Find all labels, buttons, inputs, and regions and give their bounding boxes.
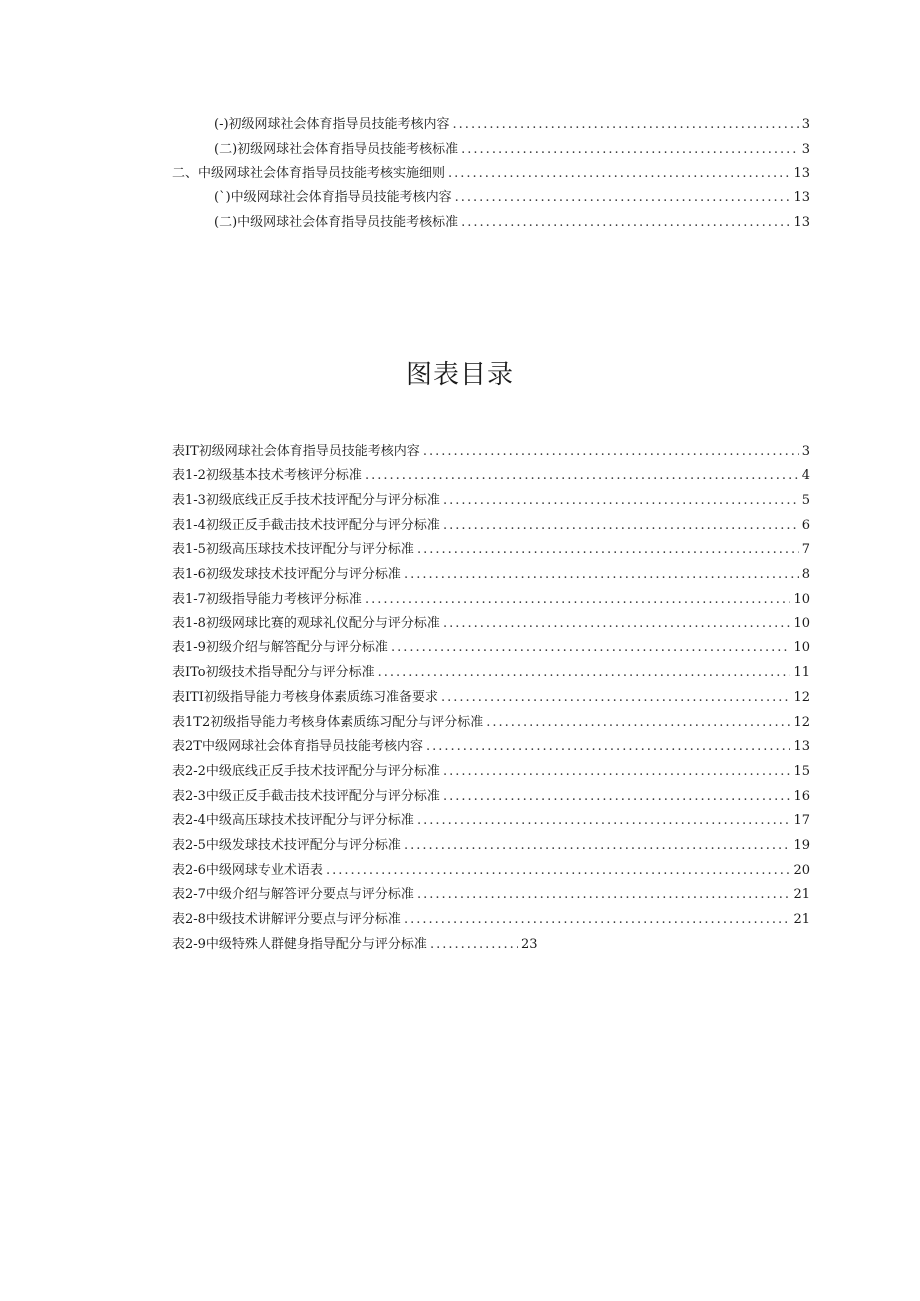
figure-entry[interactable] xyxy=(172,491,810,511)
figure-entry[interactable] xyxy=(172,540,810,560)
figure-entry[interactable] xyxy=(172,762,810,782)
dot-leader xyxy=(443,614,791,634)
dot-leader xyxy=(443,787,791,807)
figure-entry-page: 8 xyxy=(801,567,810,582)
figure-entry-label: 表1-3初级底线正反手技术技评配分与评分标准 xyxy=(172,493,440,508)
dot-leader xyxy=(441,688,791,708)
figure-entry-page: 23 xyxy=(520,937,538,952)
figure-entry-page: 16 xyxy=(793,789,810,804)
figure-entry-page: 21 xyxy=(793,912,810,927)
dot-leader xyxy=(461,213,790,233)
figure-entry-label: 表1-9初级介绍与解答配分与评分标准 xyxy=(172,640,388,655)
figure-entry-page: 10 xyxy=(793,592,810,607)
toc-entry-label: (`)中级网球社会体育指导员技能考核内容 xyxy=(214,190,452,205)
dot-leader xyxy=(326,861,791,881)
figure-entry[interactable] xyxy=(172,910,810,930)
dot-leader xyxy=(404,910,791,930)
figure-entry-page: 15 xyxy=(793,764,810,779)
figure-entry-label: 表2-9中级特殊人群健身指导配分与评分标准 xyxy=(172,937,427,952)
figure-entry[interactable] xyxy=(172,516,810,536)
dot-leader xyxy=(430,935,518,955)
dot-leader xyxy=(455,188,791,208)
figure-entry[interactable] xyxy=(172,811,810,831)
figure-entry-label: 表1-2初级基本技术考核评分标准 xyxy=(172,468,362,483)
figure-entry-page: 10 xyxy=(793,640,810,655)
toc-entry-page: 13 xyxy=(793,190,810,205)
figure-entry[interactable] xyxy=(172,688,810,708)
toc-entry[interactable] xyxy=(214,213,810,233)
dot-leader xyxy=(417,811,791,831)
figure-entry[interactable] xyxy=(172,885,810,905)
figure-entry-page: 12 xyxy=(793,690,810,705)
figure-entry-label: 表2-3中级正反手截击技术技评配分与评分标准 xyxy=(172,789,440,804)
dot-leader xyxy=(404,565,799,585)
figure-entry-label: 表2-8中级技术讲解评分要点与评分标准 xyxy=(172,912,401,927)
figure-entry[interactable] xyxy=(172,590,810,610)
toc-entry-label: (二)初级网球社会体育指导员技能考核标准 xyxy=(214,142,459,157)
dot-leader xyxy=(443,762,791,782)
toc-entry[interactable] xyxy=(214,115,810,135)
figure-entry-label: 表2T中级网球社会体育指导员技能考核内容 xyxy=(172,739,423,754)
dot-leader xyxy=(365,590,791,610)
toc-entry[interactable] xyxy=(214,188,810,208)
dot-leader xyxy=(417,885,791,905)
figure-entry-page: 21 xyxy=(793,887,810,902)
toc-entry-page: 13 xyxy=(793,166,810,181)
toc-entry-page: 3 xyxy=(801,142,810,157)
figure-entry-label: 表IT初级网球社会体育指导员技能考核内容 xyxy=(172,444,420,459)
dot-leader xyxy=(448,164,790,184)
figure-entry-label: 表ITI初级指导能力考核身体素质练习准备要求 xyxy=(172,690,438,705)
figure-entry-label: 表2-2中级底线正反手技术技评配分与评分标准 xyxy=(172,764,440,779)
figure-entry-label: 表1-4初级正反手截击技术技评配分与评分标准 xyxy=(172,518,440,533)
figure-entry-label: 表1T2初级指导能力考核身体素质练习配分与评分标准 xyxy=(172,715,484,730)
toc-entry[interactable] xyxy=(172,164,810,184)
figure-entry[interactable] xyxy=(172,713,810,733)
dot-leader xyxy=(404,836,791,856)
toc-entry-label: 二、中级网球社会体育指导员技能考核实施细则 xyxy=(172,166,446,181)
figure-entry-page: 19 xyxy=(793,838,810,853)
dot-leader xyxy=(378,663,791,683)
figure-entry[interactable] xyxy=(172,861,810,881)
figure-entry[interactable] xyxy=(172,565,810,585)
figure-entry-label: 表2-4中级高压球技术技评配分与评分标准 xyxy=(172,813,414,828)
figures-heading: 图表目录 xyxy=(405,360,514,390)
figure-entry[interactable] xyxy=(172,442,810,462)
dot-leader xyxy=(391,638,791,658)
figure-entry-page: 4 xyxy=(801,468,810,483)
figure-entry-label: 表1-8初级网球比赛的观球礼仪配分与评分标准 xyxy=(172,616,440,631)
figure-entry[interactable] xyxy=(172,614,810,634)
dot-leader xyxy=(486,713,790,733)
figure-entry[interactable] xyxy=(172,787,810,807)
figure-entry-page: 6 xyxy=(801,518,810,533)
figure-entry[interactable] xyxy=(172,836,810,856)
figure-entry-label: 表2-6中级网球专业术语表 xyxy=(172,863,323,878)
figure-entry-page: 10 xyxy=(793,616,810,631)
figure-entry-label: 表2-7中级介绍与解答评分要点与评分标准 xyxy=(172,887,414,902)
figure-entry-label: 表ITo初级技术指导配分与评分标准 xyxy=(172,665,375,680)
figure-entry-label: 表1-5初级高压球技术技评配分与评分标准 xyxy=(172,542,414,557)
toc-entry-label: (二)中级网球社会体育指导员技能考核标准 xyxy=(214,215,459,230)
dot-leader xyxy=(426,737,791,757)
toc-entry-label: (-)初级网球社会体育指导员技能考核内容 xyxy=(214,117,450,132)
toc-entry-page: 13 xyxy=(793,215,810,230)
figure-entry-page: 11 xyxy=(793,665,810,680)
figure-entry-page: 3 xyxy=(801,444,810,459)
figure-entry[interactable] xyxy=(172,935,612,955)
figure-entry-page: 13 xyxy=(793,739,810,754)
dot-leader xyxy=(443,516,799,536)
toc-entry-page: 3 xyxy=(801,117,810,132)
dot-leader xyxy=(461,140,799,160)
figure-entry-label: 表1-7初级指导能力考核评分标准 xyxy=(172,592,362,607)
figure-entry-page: 12 xyxy=(793,715,810,730)
dot-leader xyxy=(365,466,799,486)
toc-entry[interactable] xyxy=(214,140,810,160)
dot-leader xyxy=(443,491,799,511)
figure-entry-page: 17 xyxy=(793,813,810,828)
figure-entry-label: 表1-6初级发球技术技评配分与评分标准 xyxy=(172,567,401,582)
dot-leader xyxy=(453,115,799,135)
dot-leader xyxy=(423,442,799,462)
figure-entry-page: 7 xyxy=(801,542,810,557)
figure-entry-label: 表2-5中级发球技术技评配分与评分标准 xyxy=(172,838,401,853)
figure-entry[interactable] xyxy=(172,466,810,486)
figure-entry-page: 20 xyxy=(793,863,810,878)
dot-leader xyxy=(417,540,799,560)
figure-entry-page: 5 xyxy=(801,493,810,508)
figure-entry[interactable] xyxy=(172,737,810,757)
figure-entry[interactable] xyxy=(172,663,810,683)
figure-entry[interactable] xyxy=(172,638,810,658)
